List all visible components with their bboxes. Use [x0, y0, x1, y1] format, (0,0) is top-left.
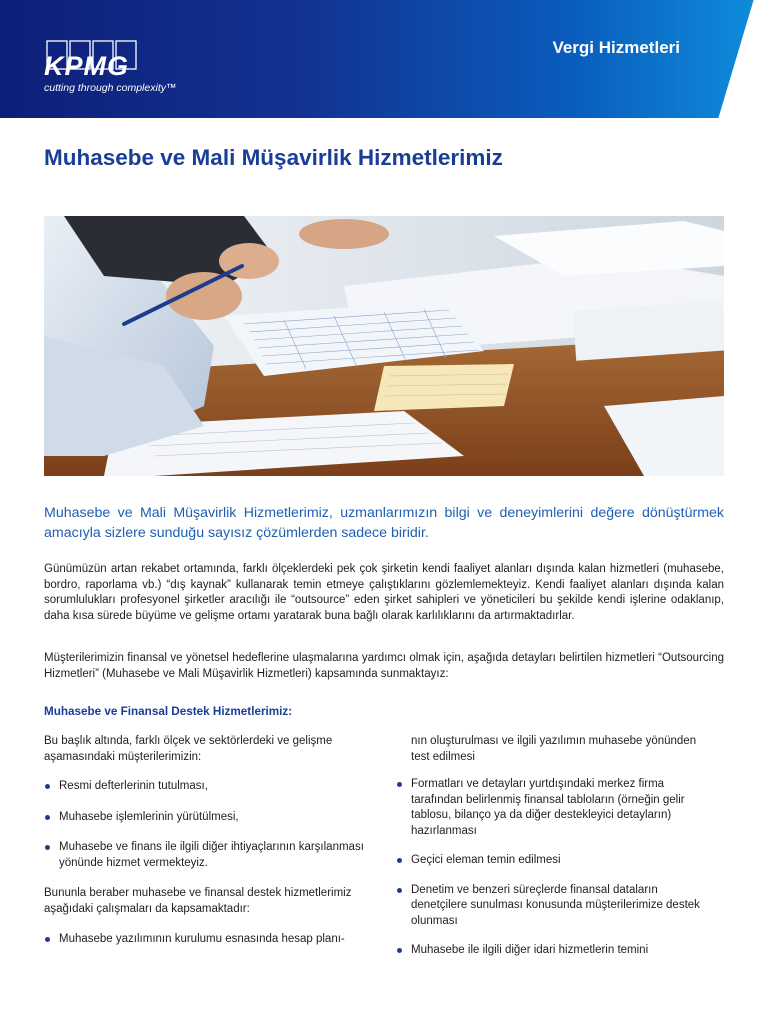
- list-item-text: Muhasebe ile ilgili diğer idari hizmetlerin temini: [411, 944, 649, 956]
- list-item-text: Muhasebe işlemlerinin yürütülmesi,: [59, 810, 239, 823]
- bullet-icon: [397, 888, 402, 893]
- bullet-icon: [45, 845, 50, 850]
- list-item-text: Geçici eleman temin edilmesi: [411, 854, 561, 866]
- list-item-text: Resmi defterlerinin tutulması,: [59, 780, 208, 792]
- list-item: [44, 840, 374, 871]
- list-item: [396, 853, 716, 869]
- page-title: Muhasebe ve Mali Müşavirlik Hizmetlerimiz: [44, 145, 503, 170]
- body-paragraph-2: Müşterilerimizin finansal ve yönetsel hedeflerine ulaşmalarına yardımcı olmak için, aşağıda detayları belirtilen hizmetleri “Outsourcing Hizmetleri” (Muhasebe ve Mali Müşavirlik Hizmetleri) kapsamında sunmaktayız:: [44, 652, 724, 680]
- kpmg-logo: KPMG: [44, 51, 129, 81]
- list-item-text: Muhasebe ve finans ile ilgili diğer ihtiyaçlarının karşılanması yönünde hizmet vermekteyiz.: [59, 841, 364, 869]
- meeting-photo: [44, 216, 724, 476]
- header-banner: [0, 0, 768, 118]
- list-item: [396, 943, 716, 959]
- bullet-icon: [397, 948, 402, 953]
- bullet-icon: [45, 937, 50, 942]
- list-item-text: Muhasebe yazılımının kurulumu esnasında hesap planı-: [59, 933, 345, 945]
- bullet-icon: [45, 784, 50, 789]
- banner-wedge: [688, 0, 768, 118]
- bullet-icon: [45, 815, 50, 820]
- list-item: [44, 779, 374, 795]
- section-heading: Muhasebe ve Finansal Destek Hizmetlerimiz:: [44, 705, 293, 718]
- service-label: Vergi Hizmetleri: [552, 38, 680, 57]
- right-column: [396, 734, 716, 959]
- right-continuation: nın oluşturulması ve ilgili yazılımın muhasebe yönünden test edilmesi: [411, 735, 697, 763]
- left-intro: Bu başlık altında, farklı ölçek ve sektörlerdeki ve gelişme aşamasındaki müşterilerimizin:: [44, 735, 333, 763]
- lead-paragraph: Muhasebe ve Mali Müşavirlik Hizmetlerimiz, uzmanlarımızın bilgi ve deneyimlerini değere dönüştürmek amacıyla sizlere sunduğu sayısız çözümlerden sadece biridir.: [44, 505, 724, 541]
- list-item-text: Denetim ve benzeri süreçlerde finansal dataların denetçilere sunulması konusunda müşterilerimize destek olunması: [411, 883, 700, 927]
- list-item: [44, 932, 374, 948]
- left-intro-2: Bununla beraber muhasebe ve finansal destek hizmetlerimiz aşağıdaki çalışmaları da kapsamaktadır:: [44, 887, 352, 915]
- list-item: [44, 810, 374, 826]
- list-item: [396, 883, 716, 930]
- bullet-icon: [397, 858, 402, 863]
- left-column: [44, 734, 374, 948]
- tagline: cutting through complexity™: [44, 82, 177, 94]
- list-item-text: Formatları ve detayları yurtdışındaki merkez firma tarafından belirlenmiş finansal tabloların (örneğin gelir tablosu, bilanço ya da diğer destekleyici detayların) hazırlanması: [411, 778, 685, 837]
- bullet-icon: [397, 782, 402, 787]
- list-item: [396, 777, 716, 839]
- body-paragraph-1: Günümüzün artan rekabet ortamında, farklı ölçeklerdeki pek çok şirketin kendi faaliyet alanları dışında kalan hizmetleri (muhasebe, bordro, raporlama vb.) “dış kaynak” kullanarak temin etmeye çalıştıklarını gözlemlemekteyiz. Kendi faaliyet alanları dışında kalan sorumlulukları profesyonel şirketler aracılığı ile “outsource” eden şirket sahipleri ve yöneticileri bu şekilde kendi işlerine odaklanıp, daha kısa sürede büyüme ve gelişme ortamı yaratarak buna bağlı olarak karlılıklarını da artırmaktadırlar.: [44, 563, 724, 622]
